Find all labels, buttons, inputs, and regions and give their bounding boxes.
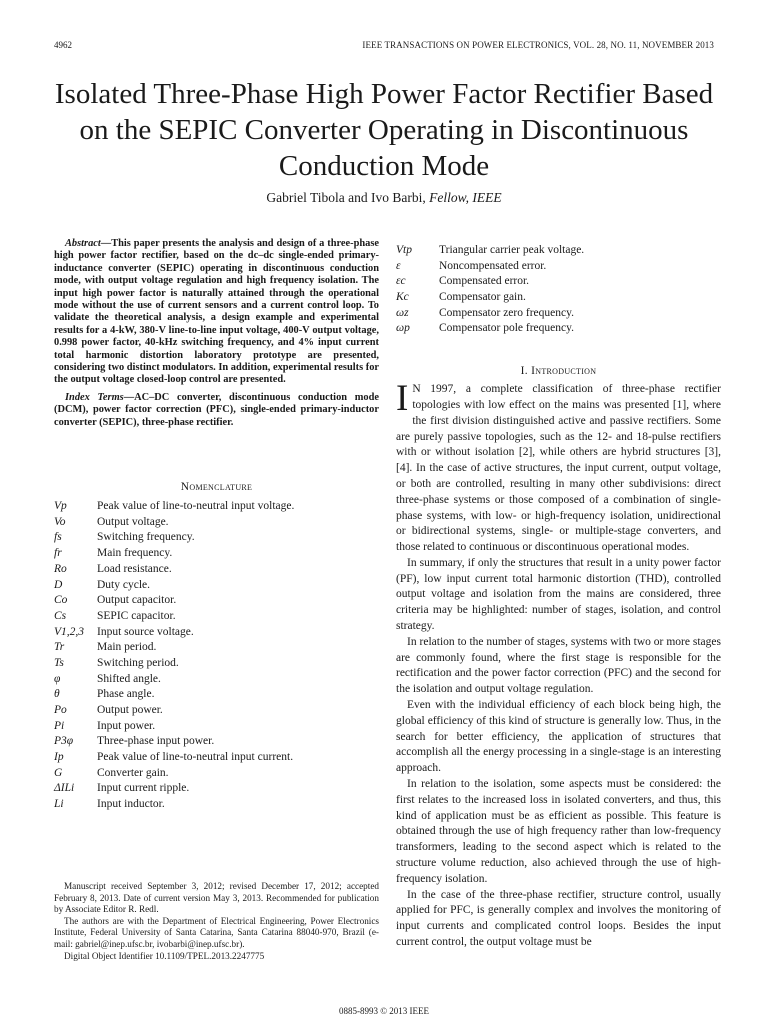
nomenclature-symbol: Ts (54, 656, 64, 669)
nomenclature-row (54, 656, 379, 672)
nomenclature-row (396, 306, 721, 322)
paper-title: Isolated Three-Phase High Power Factor Rectifier Based on the SEPIC Converter Operating in Discontinuous Conduction Mode (54, 78, 714, 182)
nomenclature-symbol: ε (396, 259, 401, 272)
nomenclature-definition: Compensator zero frequency. (439, 306, 574, 319)
nomenclature-definition: Main period. (97, 641, 157, 654)
nomenclature-definition: SEPIC capacitor. (97, 609, 176, 622)
left-column (54, 238, 379, 813)
nomenclature-symbol: Ip (54, 751, 64, 764)
nomenclature-row (54, 672, 379, 688)
nomenclature-definition: Input current ripple. (97, 782, 190, 795)
paragraph-text: N 1997, a complete classification of three-phase rectifier topologies with low effect on the mains was presented [1], where the first division distinguished active and passive rectifiers. Some are purely passive topologies, such as the 12- and 18-pulse rectifiers with or without isolation [2], while others are hybrid structures [3], [4]. In the case of active structures, the input current, output voltage, or both are controlled, resulting in many other subdivisions: direct three-phase systems or those composed of a combination of single-phase systems, with low- or high-frequency isolation, unidirectional or bidirectional systems, single- or multiple-stage converters, and those related to continuous or discontinuous operational modes. (396, 383, 721, 554)
authors (0, 190, 768, 206)
nomenclature-row (396, 274, 721, 290)
nomenclature-symbol: Vo (54, 515, 66, 528)
nomenclature-row (54, 625, 379, 641)
introduction-paragraph (396, 378, 721, 556)
journal-header: IEEE TRANSACTIONS ON POWER ELECTRONICS, VOL. 28, NO. 11, NOVEMBER 2013 (362, 40, 714, 50)
nomenclature-row (54, 640, 379, 656)
nomenclature-symbol: V1,2,3 (54, 625, 85, 638)
nomenclature-symbol: Po (54, 704, 67, 717)
footnote: Manuscript received September 3, 2012; revised December 17, 2012; accepted February 8, 2013. Date of current version May 3, 2013. Recommended for publication by Associate Editor R. Redl. (54, 881, 379, 915)
nomenclature-definition: Peak value of line-to-neutral input current. (97, 751, 294, 764)
nomenclature-row (54, 578, 379, 594)
nomenclature-definition: Switching period. (97, 656, 179, 669)
nomenclature-symbol: Ro (54, 562, 67, 575)
nomenclature-definition: Main frequency. (97, 547, 173, 560)
nomenclature-row (396, 321, 721, 337)
author-honor: Fellow, IEEE (429, 190, 502, 205)
nomenclature-symbol: Li (54, 798, 64, 811)
nomenclature-symbol: P3φ (54, 735, 74, 748)
nomenclature-row (54, 546, 379, 562)
nomenclature-row (54, 515, 379, 531)
nomenclature-row (396, 259, 721, 275)
index-terms-text: —AC–DC converter, discontinuous conduction mode (DCM), power factor correction (PFC), single-ended primary-inductor converter (SEPIC), three-phase rectifier. (54, 391, 379, 428)
nomenclature-definition: Noncompensated error. (439, 259, 547, 272)
nomenclature-row (54, 687, 379, 703)
abstract (54, 238, 379, 387)
nomenclature-definition: Output power. (97, 704, 163, 717)
abstract-text: —This paper presents the analysis and design of a three-phase high power factor rectifier, based on the dc–dc single-ended primary-inductance converter (SEPIC) operating in discontinuous conduction mode, with output voltage regulation and high frequency isolation. The input high power factor is naturally attained through the operational mode without the use of current sensors and a current control loop. To validate the theoretical analysis, a design example and experimental results for a 4-kW, 380-V line-to-line input voltage, 400-V output voltage, 0.998 power factor, 40-kHz switching frequency, and 4% input current total harmonic distortion laboratory prototype are presented, considering two distinct modulators. In addition, experimental results for the output voltage closed-loop control are presented. (54, 238, 379, 386)
nomenclature-symbol: εc (396, 275, 406, 288)
introduction-paragraph: In the case of the three-phase rectifier, structure control, usually applied for PFC, is generally complex and involves the monitoring of input currents and complicated control loops. Besides the input current control, the output voltage must be (396, 888, 721, 949)
nomenclature-definition: Input power. (97, 719, 156, 732)
footnote: The authors are with the Department of Electrical Engineering, Power Electronics Institute, Federal University of Santa Catarina, Santa Catarina 88040-970, Brazil (e-mail: gabriel@inep.ufsc.br, ivobarbi@inep.ufsc.br). (54, 915, 379, 949)
nomenclature-row (54, 797, 379, 813)
copyright: 0885-8993 © 2013 IEEE (338, 1006, 430, 1016)
introduction-paragraph: In summary, if only the structures that result in a unity power factor (PF), low input current total harmonic distortion (THD), controlled output voltage and isolation from the mains are considered, three criteria may be highlighted: number of stages, isolation, and control strategy. (396, 556, 721, 633)
nomenclature-row (54, 781, 379, 797)
nomenclature-heading: Nomenclature (180, 481, 253, 494)
nomenclature-symbol: Tr (54, 641, 65, 654)
index-terms-lead: Index Terms (65, 391, 124, 403)
nomenclature-row (54, 593, 379, 609)
nomenclature-definition: Output voltage. (97, 515, 169, 528)
nomenclature-row (54, 562, 379, 578)
nomenclature-row (396, 243, 721, 259)
nomenclature-definition: Peak value of line-to-neutral input voltage. (97, 500, 295, 513)
page-number: 4962 (54, 40, 72, 50)
nomenclature-symbol: Pi (54, 719, 65, 732)
nomenclature-definition: Input source voltage. (97, 625, 194, 638)
nomenclature-symbol: ωp (396, 322, 410, 335)
nomenclature-row (54, 703, 379, 719)
introduction-paragraph: In relation to the isolation, some aspects must be considered: the first relates to the increased loss in isolated converters, and thus, this kind of application must be as efficient as possible. This feature is obtained through the use of high frequency rather than low-frequency transformers, leading to the second aspect which is related to the structure volume reduction, also achieved through the use of high-frequency isolation. (396, 778, 721, 885)
nomenclature-row (54, 766, 379, 782)
introduction-paragraph: Even with the individual efficiency of each block being high, the global efficiency of this kind of structure is generally low. Thus, in the search for better efficiency, the application of structures that accomplish all the energy processing in a single-stage is an interesting approach. (396, 699, 721, 775)
right-column (396, 243, 721, 951)
nomenclature-row (54, 734, 379, 750)
nomenclature-definition: Phase angle. (97, 688, 155, 701)
nomenclature-symbol: Cs (54, 609, 67, 622)
nomenclature-symbol: Vp (54, 500, 67, 513)
nomenclature-list (54, 499, 379, 813)
nomenclature-row (54, 750, 379, 766)
nomenclature-definition: Compensated error. (439, 275, 530, 288)
introduction-body (396, 378, 721, 951)
nomenclature-definition: Three-phase input power. (97, 735, 215, 748)
nomenclature-symbol: θ (54, 688, 60, 701)
nomenclature-list-continued (396, 243, 721, 337)
nomenclature-symbol: D (54, 578, 63, 591)
nomenclature-definition: Duty cycle. (97, 578, 151, 591)
footnote: Digital Object Identifier 10.1109/TPEL.2013.2247775 (64, 950, 265, 961)
author-names: Gabriel Tibola and Ivo Barbi, (266, 190, 430, 205)
introduction-heading: I. Introduction (520, 365, 597, 378)
nomenclature-symbol: fr (54, 547, 62, 560)
introduction-paragraph: In relation to the number of stages, systems with two or more stages are commonly found, where the first stage is responsible for the rectification and the power factor correction (PFC) and the second for the isolation and output voltage regulation. (396, 635, 721, 696)
nomenclature-symbol: ωz (396, 306, 409, 319)
nomenclature-definition: Converter gain. (97, 766, 169, 779)
nomenclature-symbol: G (54, 766, 63, 779)
abstract-lead: Abstract (65, 238, 101, 249)
nomenclature-symbol: Co (54, 594, 68, 607)
drop-cap: I (396, 378, 409, 420)
nomenclature-definition: Input inductor. (97, 798, 165, 811)
nomenclature-row (54, 499, 379, 515)
nomenclature-definition: Switching frequency. (97, 531, 195, 544)
nomenclature-definition: Output capacitor. (97, 594, 177, 607)
nomenclature-symbol: fs (54, 531, 62, 544)
index-terms (54, 392, 379, 429)
nomenclature-symbol: ΔILi (54, 782, 75, 795)
nomenclature-symbol: Vtp (396, 244, 412, 256)
nomenclature-definition: Shifted angle. (97, 672, 161, 685)
nomenclature-row (54, 609, 379, 625)
nomenclature-symbol: Kc (396, 291, 409, 304)
nomenclature-definition: Triangular carrier peak voltage. (439, 244, 585, 256)
nomenclature-row (54, 719, 379, 735)
nomenclature-definition: Compensator pole frequency. (439, 322, 574, 335)
nomenclature-definition: Load resistance. (97, 562, 172, 575)
nomenclature-row (54, 530, 379, 546)
nomenclature-row (396, 290, 721, 306)
footnotes (54, 881, 379, 962)
nomenclature-definition: Compensator gain. (439, 291, 526, 304)
nomenclature-symbol: φ (54, 672, 61, 685)
